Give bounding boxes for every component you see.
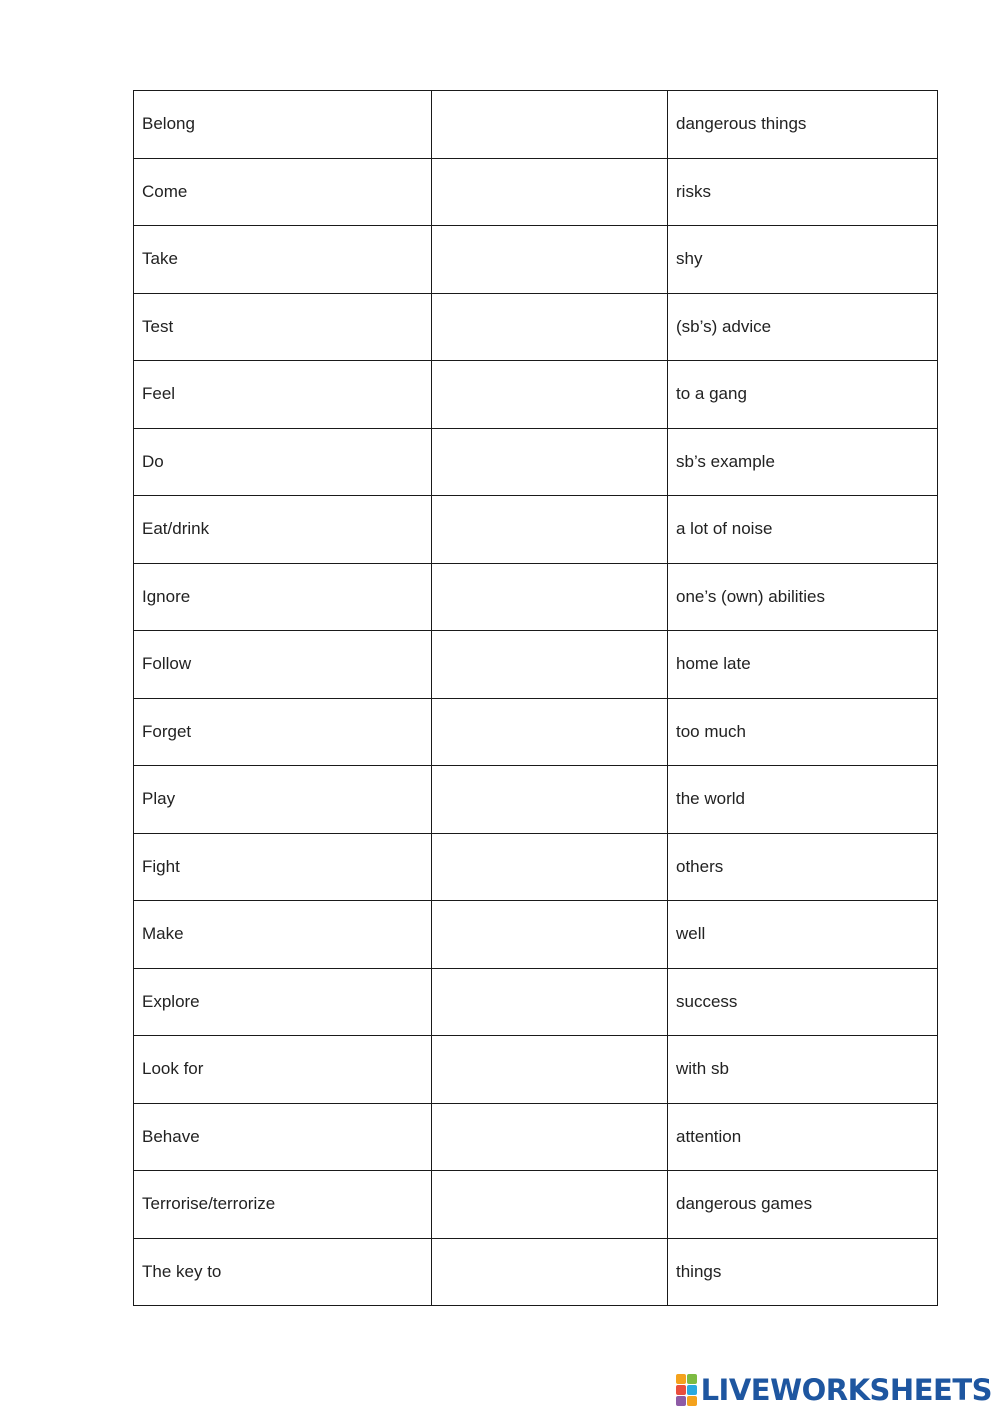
verb-cell: Forget bbox=[134, 698, 432, 766]
table-row bbox=[134, 226, 938, 294]
collocation-cell: dangerous things bbox=[668, 91, 938, 159]
logo-square bbox=[687, 1374, 697, 1384]
answer-cell[interactable] bbox=[432, 158, 668, 226]
answer-cell[interactable] bbox=[432, 563, 668, 631]
answer-cell[interactable] bbox=[432, 361, 668, 429]
collocation-cell: (sb’s) advice bbox=[668, 293, 938, 361]
verb-cell: Ignore bbox=[134, 563, 432, 631]
verb-cell: Test bbox=[134, 293, 432, 361]
table-row bbox=[134, 1103, 938, 1171]
answer-cell[interactable] bbox=[432, 698, 668, 766]
table-row bbox=[134, 698, 938, 766]
verb-cell: The key to bbox=[134, 1238, 432, 1306]
table-row bbox=[134, 293, 938, 361]
logo-square bbox=[676, 1385, 686, 1395]
matching-table-body bbox=[134, 91, 938, 1306]
answer-cell[interactable] bbox=[432, 1036, 668, 1104]
collocation-cell: success bbox=[668, 968, 938, 1036]
answer-cell[interactable] bbox=[432, 766, 668, 834]
logo-square bbox=[687, 1385, 697, 1395]
answer-cell[interactable] bbox=[432, 901, 668, 969]
collocation-cell: one’s (own) abilities bbox=[668, 563, 938, 631]
answer-cell[interactable] bbox=[432, 428, 668, 496]
verb-cell: Belong bbox=[134, 91, 432, 159]
table-row bbox=[134, 1036, 938, 1104]
answer-cell[interactable] bbox=[432, 1238, 668, 1306]
table-row bbox=[134, 901, 938, 969]
verb-cell: Do bbox=[134, 428, 432, 496]
collocation-cell: sb’s example bbox=[668, 428, 938, 496]
collocation-cell: attention bbox=[668, 1103, 938, 1171]
verb-cell: Follow bbox=[134, 631, 432, 699]
collocation-cell: others bbox=[668, 833, 938, 901]
table-row bbox=[134, 361, 938, 429]
table-row bbox=[134, 766, 938, 834]
answer-cell[interactable] bbox=[432, 833, 668, 901]
collocation-cell: risks bbox=[668, 158, 938, 226]
verb-cell: Feel bbox=[134, 361, 432, 429]
collocation-cell: a lot of noise bbox=[668, 496, 938, 564]
collocation-cell: the world bbox=[668, 766, 938, 834]
table-row bbox=[134, 631, 938, 699]
table-row bbox=[134, 428, 938, 496]
verb-cell: Terrorise/terrorize bbox=[134, 1171, 432, 1239]
answer-cell[interactable] bbox=[432, 1103, 668, 1171]
answer-cell[interactable] bbox=[432, 631, 668, 699]
logo-text: LIVEWORKSHEETS bbox=[700, 1373, 992, 1407]
logo-square bbox=[676, 1374, 686, 1384]
table-row bbox=[134, 496, 938, 564]
answer-cell[interactable] bbox=[432, 1171, 668, 1239]
verb-cell: Fight bbox=[134, 833, 432, 901]
collocation-cell: things bbox=[668, 1238, 938, 1306]
matching-table bbox=[133, 90, 938, 1306]
table-row bbox=[134, 968, 938, 1036]
table-row bbox=[134, 563, 938, 631]
collocation-cell: with sb bbox=[668, 1036, 938, 1104]
collocation-cell: too much bbox=[668, 698, 938, 766]
verb-cell: Make bbox=[134, 901, 432, 969]
verb-cell: Come bbox=[134, 158, 432, 226]
table-row bbox=[134, 1171, 938, 1239]
collocation-cell: dangerous games bbox=[668, 1171, 938, 1239]
collocation-cell: home late bbox=[668, 631, 938, 699]
answer-cell[interactable] bbox=[432, 91, 668, 159]
table-row bbox=[134, 1238, 938, 1306]
table-row bbox=[134, 158, 938, 226]
collocation-cell: shy bbox=[668, 226, 938, 294]
verb-cell: Explore bbox=[134, 968, 432, 1036]
verb-cell: Behave bbox=[134, 1103, 432, 1171]
logo-square bbox=[687, 1396, 697, 1406]
liveworksheets-logo-icon bbox=[676, 1374, 697, 1406]
answer-cell[interactable] bbox=[432, 968, 668, 1036]
verb-cell: Play bbox=[134, 766, 432, 834]
answer-cell[interactable] bbox=[432, 226, 668, 294]
table-row bbox=[134, 91, 938, 159]
liveworksheets-logo bbox=[676, 1373, 992, 1407]
logo-square bbox=[676, 1396, 686, 1406]
collocation-cell: to a gang bbox=[668, 361, 938, 429]
verb-cell: Look for bbox=[134, 1036, 432, 1104]
answer-cell[interactable] bbox=[432, 496, 668, 564]
verb-cell: Eat/drink bbox=[134, 496, 432, 564]
collocation-cell: well bbox=[668, 901, 938, 969]
table-row bbox=[134, 833, 938, 901]
verb-cell: Take bbox=[134, 226, 432, 294]
answer-cell[interactable] bbox=[432, 293, 668, 361]
